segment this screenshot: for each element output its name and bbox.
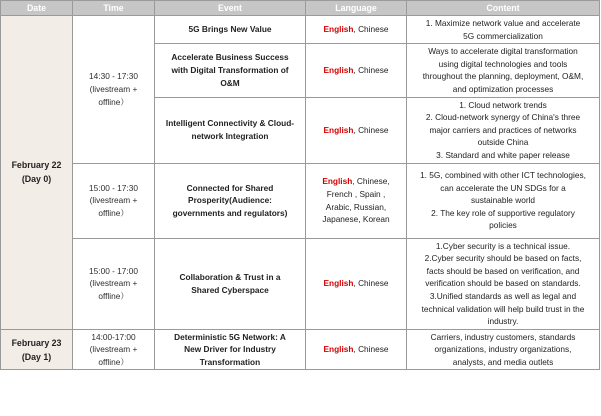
content-line: 2.Cyber security should be based on facts,: [424, 253, 582, 264]
content-line: and optimization processes: [452, 83, 554, 94]
language-secondary: , Chinese: [353, 344, 389, 355]
content-cell: [407, 16, 600, 44]
language-secondary: , Chinese: [353, 65, 389, 76]
time-mode: (livestream +: [89, 195, 138, 206]
header-row: [1, 1, 600, 16]
event-title: New Driver for Industry: [184, 344, 276, 355]
language-cell: [306, 97, 407, 163]
content-line: using digital technologies and tools: [438, 58, 568, 69]
content-line: Ways to accelerate digital transformation: [428, 46, 578, 57]
table-row: [1, 16, 600, 44]
event-title: Accelerate Business Success: [171, 52, 289, 63]
event-title: Connected for Shared: [186, 182, 274, 193]
time-range: 15:00 - 17:00: [89, 265, 138, 276]
event-title: 5G Brings New Value: [188, 24, 272, 35]
time-cell: [73, 238, 155, 329]
time-mode: (livestream +: [89, 278, 138, 289]
date-cell-day1: [1, 329, 73, 370]
event-cell: [155, 16, 306, 44]
content-line: policies: [489, 220, 517, 231]
event-title: network Integration: [191, 131, 269, 142]
content-line: 3. Standard and white paper release: [436, 149, 570, 160]
content-line: throughout the planning, deployment, O&M,: [422, 71, 584, 82]
language-secondary: , Chinese: [353, 124, 389, 135]
content-line: 1.Cyber security is a technical issue.: [435, 240, 571, 251]
date-text: February 22: [11, 160, 62, 171]
time-range: 14:00-17:00: [91, 331, 136, 342]
language-primary: English: [323, 278, 354, 289]
content-line: major carriers and practices of networks: [429, 124, 577, 135]
content-line: outside China: [477, 137, 529, 148]
event-title: Collaboration & Trust in a: [179, 272, 281, 283]
date-text: February 23: [11, 337, 62, 348]
content-cell: [407, 97, 600, 163]
day-label: (Day 0): [21, 174, 52, 185]
language-more: French , Spain ,: [326, 188, 386, 199]
time-mode: (livestream +: [89, 83, 138, 94]
content-line: verification should be based on standards.: [425, 278, 581, 289]
language-secondary: , Chinese: [353, 278, 389, 289]
time-cell: [73, 329, 155, 370]
language-primary: English: [323, 24, 354, 35]
time-mode: offline）: [98, 96, 129, 107]
event-title: Prosperity(Audience:: [188, 195, 272, 206]
header-content: Content: [407, 1, 600, 16]
language-primary: English: [323, 124, 354, 135]
time-range: 15:00 - 17:30: [89, 182, 138, 193]
event-cell: [155, 97, 306, 163]
header-event: Event: [155, 1, 306, 16]
time-range: 14:30 - 17:30: [89, 71, 138, 82]
time-cell: [73, 16, 155, 164]
language-secondary: , Chinese,: [352, 176, 390, 187]
time-mode: offline）: [98, 207, 129, 218]
time-mode: offline）: [98, 290, 129, 301]
content-line: industry.: [487, 316, 519, 327]
language-more: Arabic, Russian,: [325, 201, 387, 212]
content-line: 2. Cloud-network synergy of China's three: [425, 112, 581, 123]
language-cell: [306, 238, 407, 329]
event-cell: [155, 329, 306, 370]
header-time: Time: [73, 1, 155, 16]
content-line: Carriers, industry customers, standards: [430, 331, 576, 342]
event-title: Deterministic 5G Network: A: [174, 331, 286, 342]
time-mode: (livestream +: [89, 344, 138, 355]
event-cell: [155, 238, 306, 329]
table-row: [1, 238, 600, 329]
content-line: analysts, and media outlets: [452, 356, 554, 367]
day-label: (Day 1): [21, 351, 52, 362]
language-cell: [306, 329, 407, 370]
language-cell: [306, 44, 407, 97]
event-title: with Digital Transformation of: [171, 65, 289, 76]
event-cell: [155, 44, 306, 97]
language-primary: English: [323, 344, 354, 355]
content-cell: [407, 238, 600, 329]
event-cell: [155, 163, 306, 238]
header-date: Date: [1, 1, 73, 16]
language-primary: English: [322, 176, 353, 187]
content-line: 3.Unified standards as well as legal and: [429, 290, 577, 301]
language-secondary: , Chinese: [353, 24, 389, 35]
content-line: 1. Cloud network trends: [459, 99, 547, 110]
event-title: governments and regulators): [172, 207, 288, 218]
content-line: 5G commercialization: [463, 30, 543, 41]
header-language: Language: [306, 1, 407, 16]
date-cell-day0: [1, 16, 73, 330]
content-line: can accelerate the UN SDGs for a: [440, 182, 566, 193]
content-line: technical validation will help build trust in the: [421, 303, 585, 314]
content-line: organizations, industry organizations,: [434, 344, 572, 355]
content-line: 2. The key role of supportive regulatory: [431, 207, 575, 218]
content-line: 1. Maximize network value and accelerate: [425, 18, 581, 28]
content-cell: [407, 163, 600, 238]
time-cell: [73, 163, 155, 238]
content-cell: [407, 44, 600, 97]
time-mode: offline）: [98, 356, 129, 367]
language-cell: [306, 16, 407, 44]
language-cell: [306, 163, 407, 238]
content-cell: [407, 329, 600, 370]
event-title: O&M: [220, 77, 240, 88]
event-title: Transformation: [199, 356, 261, 367]
event-title: Intelligent Connectivity & Cloud-: [165, 118, 295, 129]
table-row: [1, 329, 600, 370]
content-line: 1. 5G, combined with other ICT technologies,: [420, 170, 586, 181]
event-title: Shared Cyberspace: [191, 284, 269, 295]
content-line: facts should be based on verification, and: [426, 265, 580, 276]
table-row: [1, 163, 600, 238]
language-more: Japanese, Korean: [322, 214, 390, 225]
language-primary: English: [323, 65, 354, 76]
content-line: sustainable world: [470, 195, 536, 206]
